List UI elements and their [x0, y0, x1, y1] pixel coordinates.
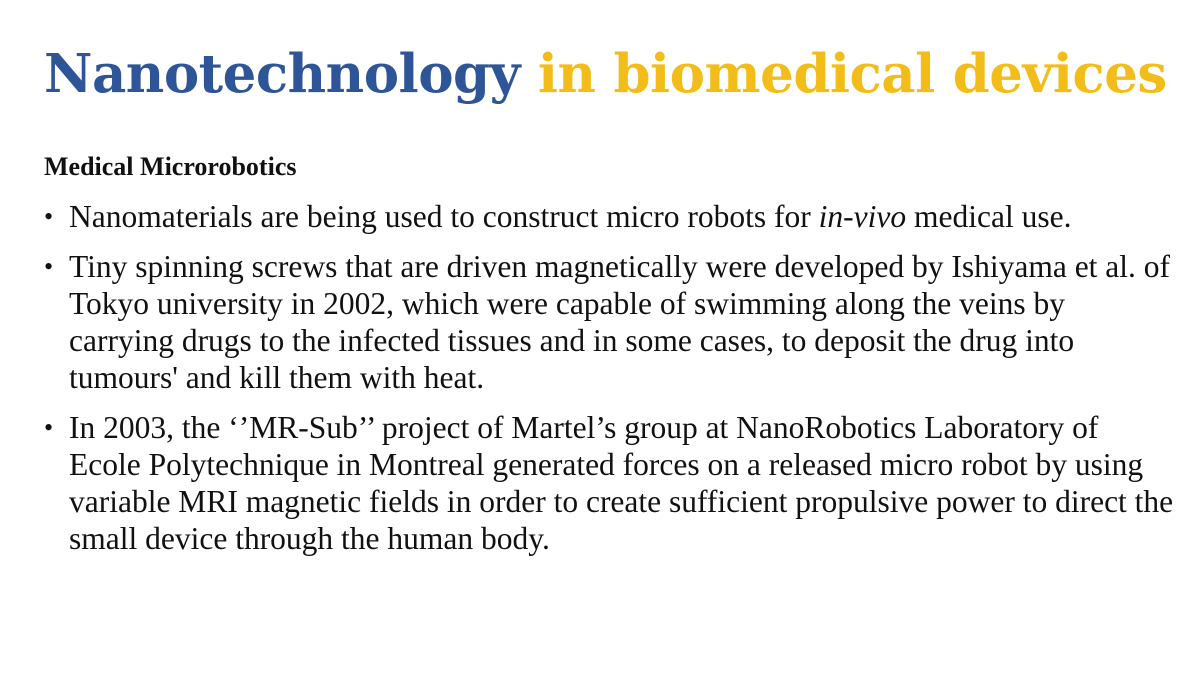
bullet-glyph: • — [44, 202, 54, 231]
slide-title — [44, 38, 1167, 110]
bullet-1-text-before: Nanomaterials are being used to construct micro robots for — [69, 199, 819, 234]
title-part-2: in biomedical devices — [537, 43, 1167, 105]
bullet-item-3 — [44, 409, 1174, 557]
bullet-list — [44, 198, 1174, 570]
bullet-2-text: Tiny spinning screws that are driven magnetically were developed by Ishiyama et al. of Tokyo university in 2002, which were capable of swimming along the veins by carrying drugs to the infected tissues and in some cases, to deposit the drug into tumours' and kill them with heat. — [69, 249, 1171, 395]
bullet-1-text-after: medical use. — [906, 199, 1072, 234]
bullet-3-text: In 2003, the ‘’MR-Sub’’ project of Martel’s group at NanoRobotics Laboratory of Ecole Polytechnique in Montreal generated forces on a released micro robot by using variable MRI magnetic fields in order to create sufficient propulsive power to direct the small device through the human body. — [69, 410, 1174, 556]
bullet-glyph: • — [44, 252, 54, 281]
bullet-glyph: • — [44, 413, 54, 442]
section-subheading: Medical Microrobotics — [44, 152, 297, 181]
bullet-item-1 — [44, 198, 1174, 235]
bullet-item-2 — [44, 248, 1174, 396]
bullet-1-italic: in-vivo — [818, 199, 907, 234]
title-part-1: Nanotechnology — [44, 43, 520, 105]
